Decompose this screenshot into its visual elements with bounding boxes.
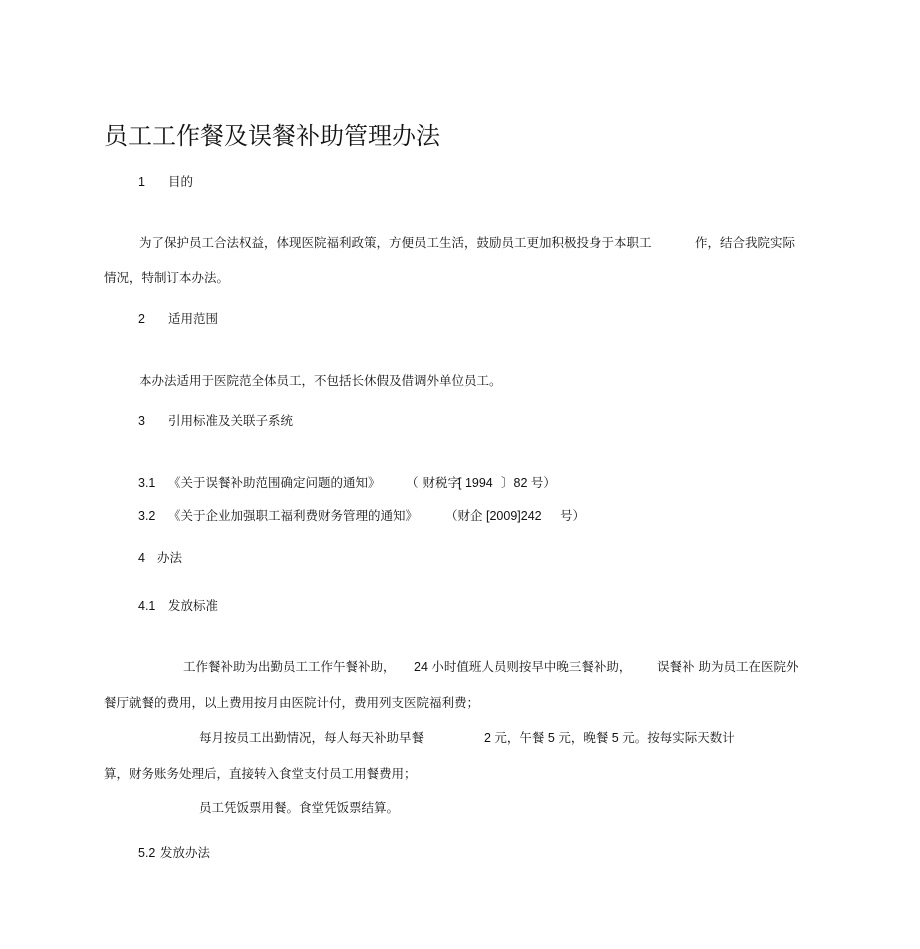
purpose-paragraph-line-1-end: 作，结合我院实际 [695, 235, 796, 250]
reference-3-2-doc-suffix: 号） [560, 508, 586, 523]
section-2-heading: 适用范围 [168, 311, 219, 326]
standard-paragraph-line-1-part-3: 误餐补 助为员工在医院外 [657, 659, 799, 674]
section-4-number: 4 [138, 551, 145, 565]
reference-3-1-doc-number: 〕82 号） [501, 476, 556, 490]
section-5-2-heading: 发放办法 [160, 845, 211, 860]
section-3-number: 3 [138, 414, 145, 428]
standard-paragraph-line-1-part-1: 工作餐补助为出勤员工工作午餐补助， [183, 659, 396, 674]
meal-ticket-line: 员工凭饭票用餐。食堂凭饭票结算。 [199, 800, 400, 815]
reference-3-1-number: 3.1 [138, 476, 156, 490]
section-4-1-heading: 发放标准 [168, 598, 219, 613]
reference-3-2-doc-prefix: （财企 [445, 508, 483, 523]
section-1-heading: 目的 [168, 174, 194, 189]
standard-paragraph-line-3-part-1: 每月按员工出勤情况，每人每天补助早餐 [199, 730, 425, 745]
section-2-number: 2 [138, 312, 145, 326]
purpose-paragraph-line-1: 为了保护员工合法权益，体现医院福利政策，方便员工生活，鼓励员工更加积极投身于本职工 [139, 235, 652, 250]
purpose-paragraph-line-2: 情况，特制订本办法。 [104, 270, 230, 285]
standard-paragraph-line-2: 餐厅就餐的费用，以上费用按月由医院计付，费用列支医院福利费； [104, 695, 480, 710]
reference-3-2-title: 《关于企业加强职工福利费财务管理的通知》 [168, 508, 419, 523]
document-title: 员工工作餐及误餐补助管理办法 [104, 122, 440, 150]
section-3-heading: 引用标准及关联子系统 [168, 413, 294, 428]
section-5-2-number: 5.2 [138, 846, 156, 860]
standard-paragraph-line-1-part-2: 24 小时值班人员则按早中晚三餐补助， [414, 660, 632, 674]
section-4-1-number: 4.1 [138, 599, 156, 613]
section-1-number: 1 [138, 175, 145, 189]
reference-3-2-doc-year: [2009]242 [486, 509, 542, 523]
reference-3-1-title: 《关于误餐补助范围确定问题的通知》 [168, 475, 381, 490]
reference-3-2-number: 3.2 [138, 509, 156, 523]
reference-3-1-doc-year: [ 1994 [458, 476, 493, 490]
section-4-heading: 办法 [157, 550, 183, 565]
scope-paragraph: 本办法适用于医院范全体员工，不包括长休假及借调外单位员工。 [139, 373, 502, 388]
standard-paragraph-line-3-part-2: 2 元，午餐 5 元，晚餐 5 元。按每实际天数计 [484, 731, 735, 745]
reference-3-1-doc-prefix: （ 财税字 [406, 475, 460, 490]
standard-paragraph-line-4: 算，财务账务处理后，直接转入食堂支付员工用餐费用； [104, 766, 417, 781]
